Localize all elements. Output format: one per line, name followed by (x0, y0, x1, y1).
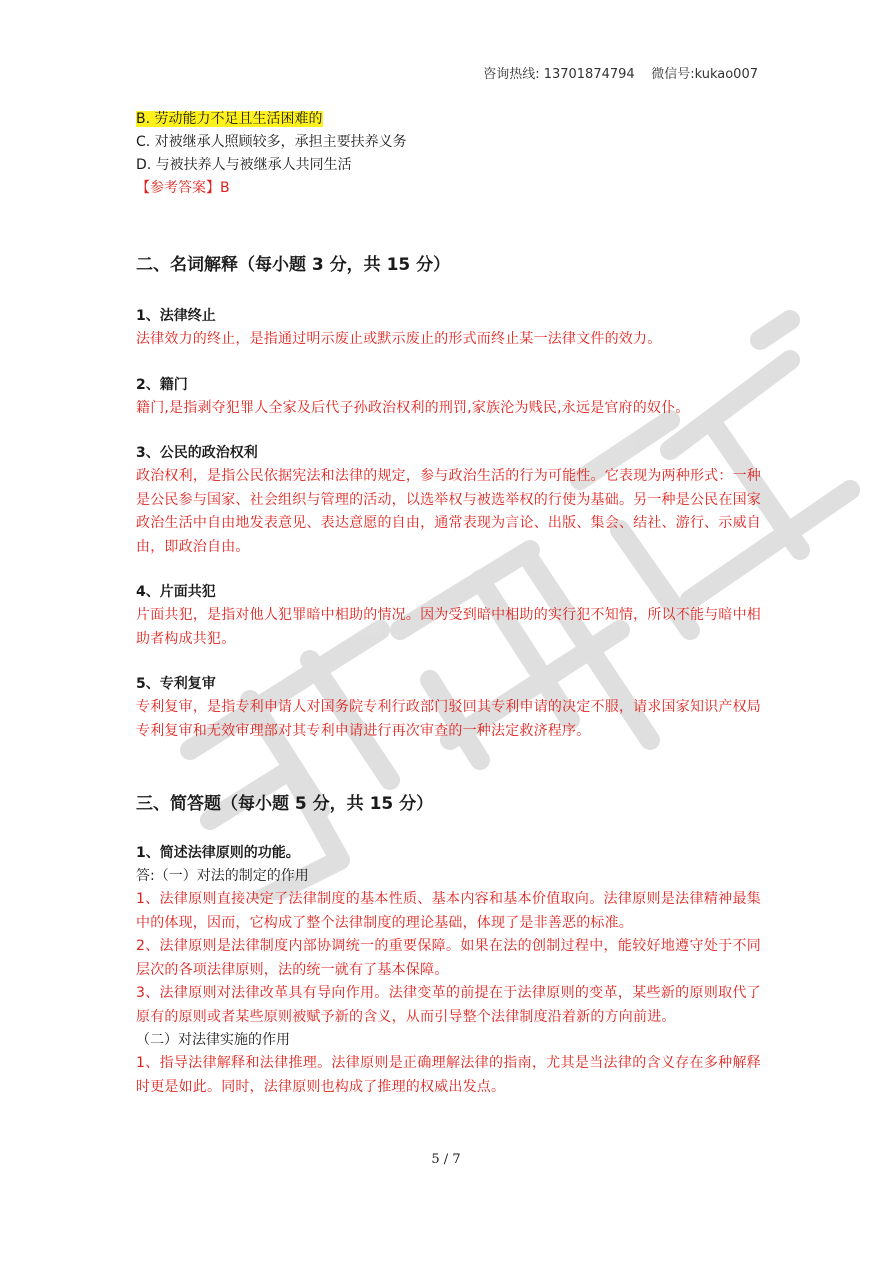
document-body (136, 106, 761, 1099)
option-b (136, 108, 761, 131)
question-answer: 法律效力的终止，是指通过明示废止或默示废止的形式而终止某一法律文件的效力。 (136, 331, 662, 347)
answer-paragraph: 2、法律原则是法律制度内部协调统一的重要保障。如果在法的创制过程中，能较好地遵守处于不同层次的各项法律原则，法的统一就有了基本保障。 (136, 938, 761, 978)
highlighted-answer: B. 劳动能力不足且生活困难的 (136, 111, 323, 127)
option-d: D. 与被扶养人与被继承人共同生活 (136, 157, 352, 173)
answer-paragraph: 1、法律原则直接决定了法律制度的基本性质、基本内容和基本价值取向。法律原则是法律精神最集中的体现，因而，它构成了整个法律制度的理论基础，体现了是非善恶的标准。 (136, 891, 761, 931)
question-answer: 专利复审，是指专利申请人对国务院专利行政部门驳回其专利申请的决定不服，请求国家知识产权局专利复审和无效审理部对其专利申请进行再次审查的一种法定救济程序。 (136, 699, 761, 739)
question-answer: 籍门,是指剥夺犯罪人全家及后代子孙政治权利的刑罚,家族沦为贱民,永远是官府的奴仆。 (136, 399, 690, 416)
answer-intro: 答:（一）对法的制定的作用 (136, 868, 309, 884)
answer-paragraph: 3、法律原则对法律改革具有导向作用。法律变革的前提在于法律原则的变革，某些新的原则取代了原有的原则或者某些原则被赋予新的含义，从而引导整个法律制度沿着新的方向前进。 (136, 985, 761, 1025)
section-2-title: 二、名词解释（每小题 3 分，共 15 分） (136, 255, 451, 275)
page-number: 5 / 7 (431, 1152, 461, 1167)
hotline-text: 咨询热线: 13701874794 (483, 67, 635, 82)
reference-answer: 【参考答案】B (136, 180, 230, 196)
question-title: 5、专利复审 (136, 676, 216, 692)
wechat-text: 微信号:kukao007 (651, 67, 758, 82)
question-title: 1、简述法律原则的功能。 (136, 845, 300, 861)
page-header (483, 63, 758, 82)
answer-subheading: （二）对法律实施的作用 (136, 1032, 290, 1048)
question-title: 2、籍门 (136, 376, 188, 393)
option-c: C. 对被继承人照顾较多，承担主要扶养义务 (136, 134, 407, 150)
section-3-title: 三、简答题（每小题 5 分，共 15 分） (136, 794, 434, 814)
question-title: 4、片面共犯 (136, 584, 216, 600)
question-answer: 政治权利，是指公民依据宪法和法律的规定，参与政治生活的行为可能性。它表现为两种形式：一种是公民参与国家、社会组织与管理的活动，以选举权与被选举权的行使为基础。另一种是公民在国家政治生活中自由地发表意见、表达意愿的自由，通常表现为言论、出版、集会、结社、游行、示威自由，即政治自由。 (136, 468, 761, 555)
answer-paragraph: 1、指导法律解释和法律推理。法律原则是正确理解法律的指南，尤其是当法律的含义存在多种解释时更是如此。同时，法律原则也构成了推理的权威出发点。 (136, 1055, 761, 1095)
question-title: 3、公民的政治权利 (136, 445, 258, 461)
question-answer: 片面共犯，是指对他人犯罪暗中相助的情况。因为受到暗中相助的实行犯不知情，所以不能与暗中相助者构成共犯。 (136, 607, 761, 647)
question-title: 1、法律终止 (136, 308, 216, 324)
